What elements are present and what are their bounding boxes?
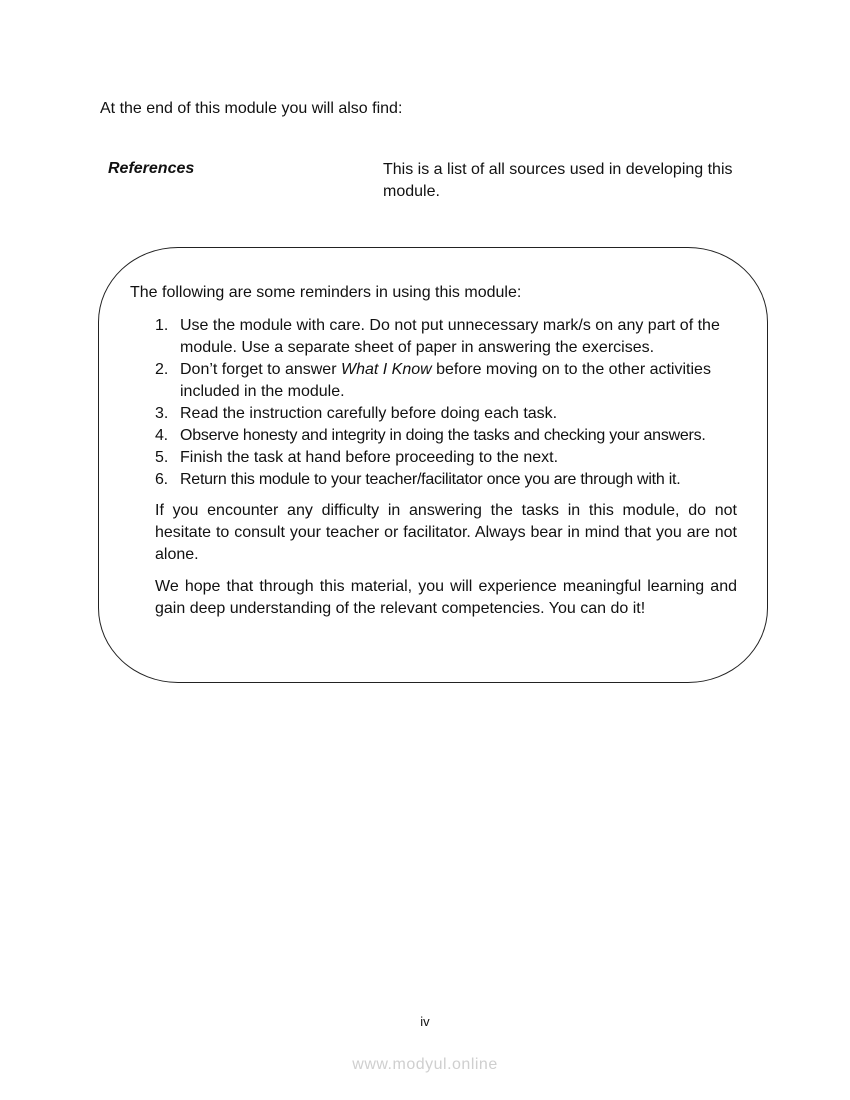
reminder-text: Read the instruction carefully before doing each task. [180,405,558,422]
references-term: References [108,160,195,177]
reminder-number: 2. [155,361,169,378]
reminders-list [155,315,740,491]
reminder-number: 3. [155,405,169,422]
reminder-text: Use the module with care. Do not put unnecessary mark/s on any part of the module. Use a separate sheet of paper in answering the exercises. [180,317,720,356]
reminders-heading: The following are some reminders in using this module: [130,284,522,301]
difficulty-paragraph: If you encounter any difficulty in answering the tasks in this module, do not hesitate to consult your teacher or facilitator. Always bear in mind that you are not alone. [155,502,737,563]
reminder-text: Observe honesty and integrity in doing the tasks and checking your answers. [180,427,706,444]
reminder-item [155,447,740,469]
reminder-text: Finish the task at hand before proceeding to the next. [180,449,559,466]
reminder-number: 5. [155,449,169,466]
closing-paragraph: We hope that through this material, you will experience meaningful learning and gain deep understanding of the relevant competencies. You can do it! [155,578,737,617]
reminder-item [155,425,740,447]
reminder-number: 6. [155,471,168,488]
reminder-text-after: before moving on to the other activities included in the module. [180,361,711,400]
reminder-number: 4. [155,427,168,444]
reminder-item [155,359,740,403]
reminder-item [155,469,740,491]
what-i-know-emphasis: What I Know [340,361,432,378]
reminder-text-before: Don’t forget to answer [180,361,341,378]
reminder-item [155,315,740,359]
page-number: iv [420,1014,430,1029]
reminder-item [155,403,740,425]
reminder-number: 1. [155,317,169,334]
references-description: This is a list of all sources used in developing this module. [383,161,733,200]
reminder-text [180,361,711,400]
reminder-text: Return this module to your teacher/facilitator once you are through with it. [180,471,681,488]
watermark: www.modyul.online [352,1056,498,1073]
intro-text: At the end of this module you will also find: [100,100,403,117]
